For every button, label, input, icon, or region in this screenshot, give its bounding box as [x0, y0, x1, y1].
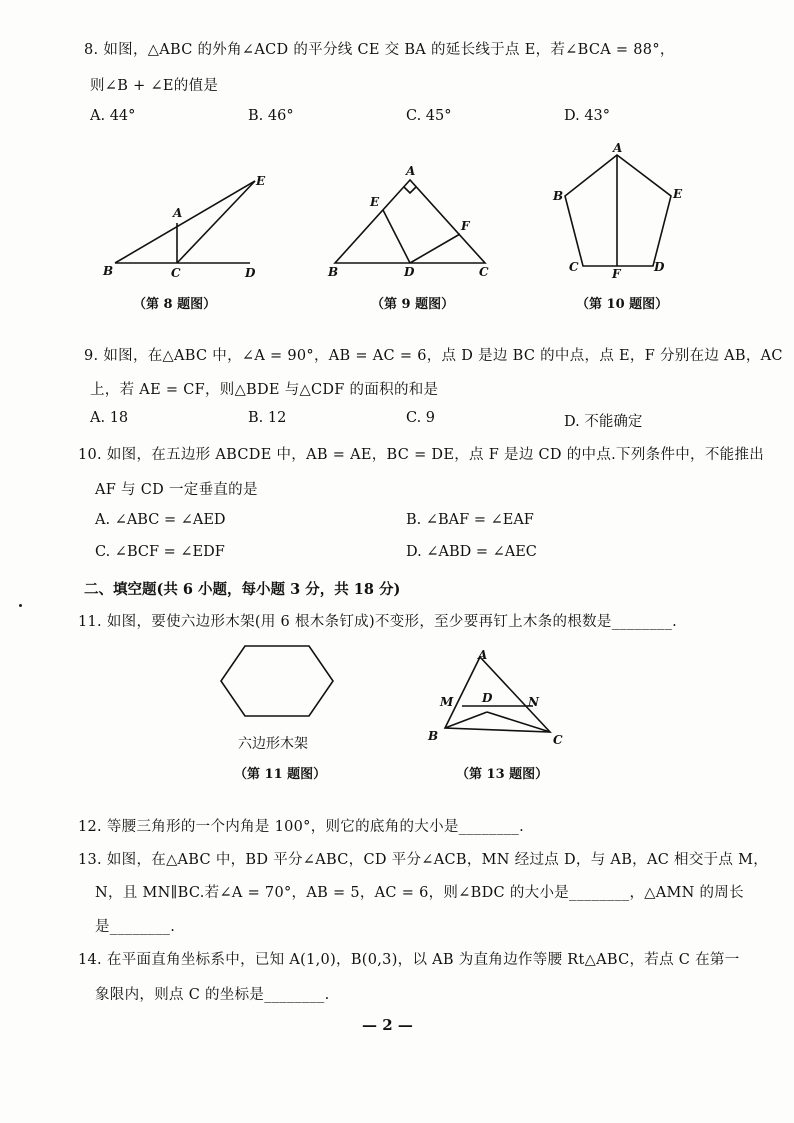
scan-speck [19, 604, 22, 607]
q12-text: 12. 等腰三角形的一个内角是 100°，则它的底角的大小是________. [78, 819, 525, 835]
fig8-label-e: E [256, 174, 266, 188]
q10-line1: 10. 如图，在五边形 ABCDE 中，AB = AE，BC = DE，点 F 是边 CD 的中点.下列条件中，不能推出 [78, 447, 765, 463]
fig10-label-f: F [612, 267, 621, 281]
page-number: — 2 — [362, 1016, 413, 1034]
fig10-label-b: B [553, 189, 564, 203]
section-heading: 二、填空题(共 6 小题，每小题 3 分，共 18 分) [84, 581, 401, 598]
fig13-caption: （第 13 题图） [456, 767, 549, 782]
q9-option-c: C. 9 [406, 410, 436, 426]
q14-line1: 14. 在平面直角坐标系中，已知 A(1,0)，B(0,3)，以 AB 为直角边作等腰 Rt△ABC，若点 C 在第一 [78, 952, 740, 968]
q8-option-a: A. 44° [90, 108, 136, 124]
fig8-label-d: D [245, 266, 256, 280]
fig9-caption: （第 9 题图） [371, 297, 455, 312]
q10-line2: AF 与 CD 一定垂直的是 [95, 482, 258, 498]
fig8-caption: （第 8 题图） [133, 297, 217, 312]
q13-line1: 13. 如图，在△ABC 中，BD 平分∠ABC，CD 平分∠ACB，MN 经过点 D，与 AB，AC 相交于点 M， [78, 852, 769, 868]
fig9-label-c: C [479, 265, 489, 279]
fig8-label-a: A [173, 206, 183, 220]
fig13-label-a: A [478, 648, 488, 662]
fig10-label-a: A [613, 141, 623, 155]
q10-option-d: D. ∠ABD = ∠AEC [406, 544, 537, 560]
fig8-label-c: C [171, 266, 181, 280]
fig9-label-b: B [328, 265, 339, 279]
fig11-label: 六边形木架 [238, 736, 308, 752]
q13-line3: 是________. [95, 919, 176, 935]
fig9-label-d: D [404, 265, 415, 279]
fig13-label-n: N [528, 695, 539, 709]
fig10-label-c: C [569, 260, 579, 274]
fig13-label-d: D [482, 691, 493, 705]
q9-option-b: B. 12 [248, 410, 287, 426]
fig11-caption: （第 11 题图） [234, 767, 327, 782]
q10-option-b: B. ∠BAF = ∠EAF [406, 512, 534, 528]
q9-line1: 9. 如图，在△ABC 中，∠A = 90°，AB = AC = 6，点 D 是边 BC 的中点，点 E，F 分别在边 AB，AC [84, 348, 783, 364]
fig13-label-m: M [440, 695, 454, 709]
q8-option-d: D. 43° [564, 108, 611, 124]
fig8-label-b: B [103, 264, 114, 278]
figure-11-hexagon [215, 640, 340, 722]
fig10-label-d: D [654, 260, 665, 274]
fig10-caption: （第 10 题图） [576, 297, 669, 312]
figure-8 [95, 165, 275, 285]
fig13-label-c: C [553, 733, 563, 747]
q8-line2: 则∠B + ∠E的值是 [90, 78, 219, 94]
fig9-label-a: A [406, 164, 416, 178]
q9-line2: 上，若 AE = CF，则△BDE 与△CDF 的面积的和是 [90, 382, 439, 398]
fig9-label-e: E [370, 195, 380, 209]
q10-option-a: A. ∠ABC = ∠AED [95, 512, 226, 528]
fig9-label-f: F [461, 219, 470, 233]
fig10-label-e: E [673, 187, 683, 201]
q13-line2: N，且 MN∥BC.若∠A = 70°，AB = 5，AC = 6，则∠BDC 的大小是________，△AMN 的周长 [95, 885, 744, 901]
figure-10 [545, 140, 695, 285]
fig13-label-b: B [428, 729, 439, 743]
q10-option-c: C. ∠BCF = ∠EDF [95, 544, 225, 560]
figure-13 [420, 642, 580, 750]
q8-line1: 8. 如图，△ABC 的外角∠ACD 的平分线 CE 交 BA 的延长线于点 E，若∠BCA = 88°， [84, 42, 675, 58]
q14-line2: 象限内，则点 C 的坐标是________. [95, 987, 330, 1003]
q9-option-a: A. 18 [90, 410, 129, 426]
q8-option-c: C. 45° [406, 108, 452, 124]
figure-9 [320, 160, 500, 285]
q8-option-b: B. 46° [248, 108, 294, 124]
q11-text: 11. 如图，要使六边形木架(用 6 根木条钉成)不变形，至少要再钉上木条的根数是________. [78, 614, 678, 630]
q9-option-d: D. 不能确定 [564, 414, 643, 430]
